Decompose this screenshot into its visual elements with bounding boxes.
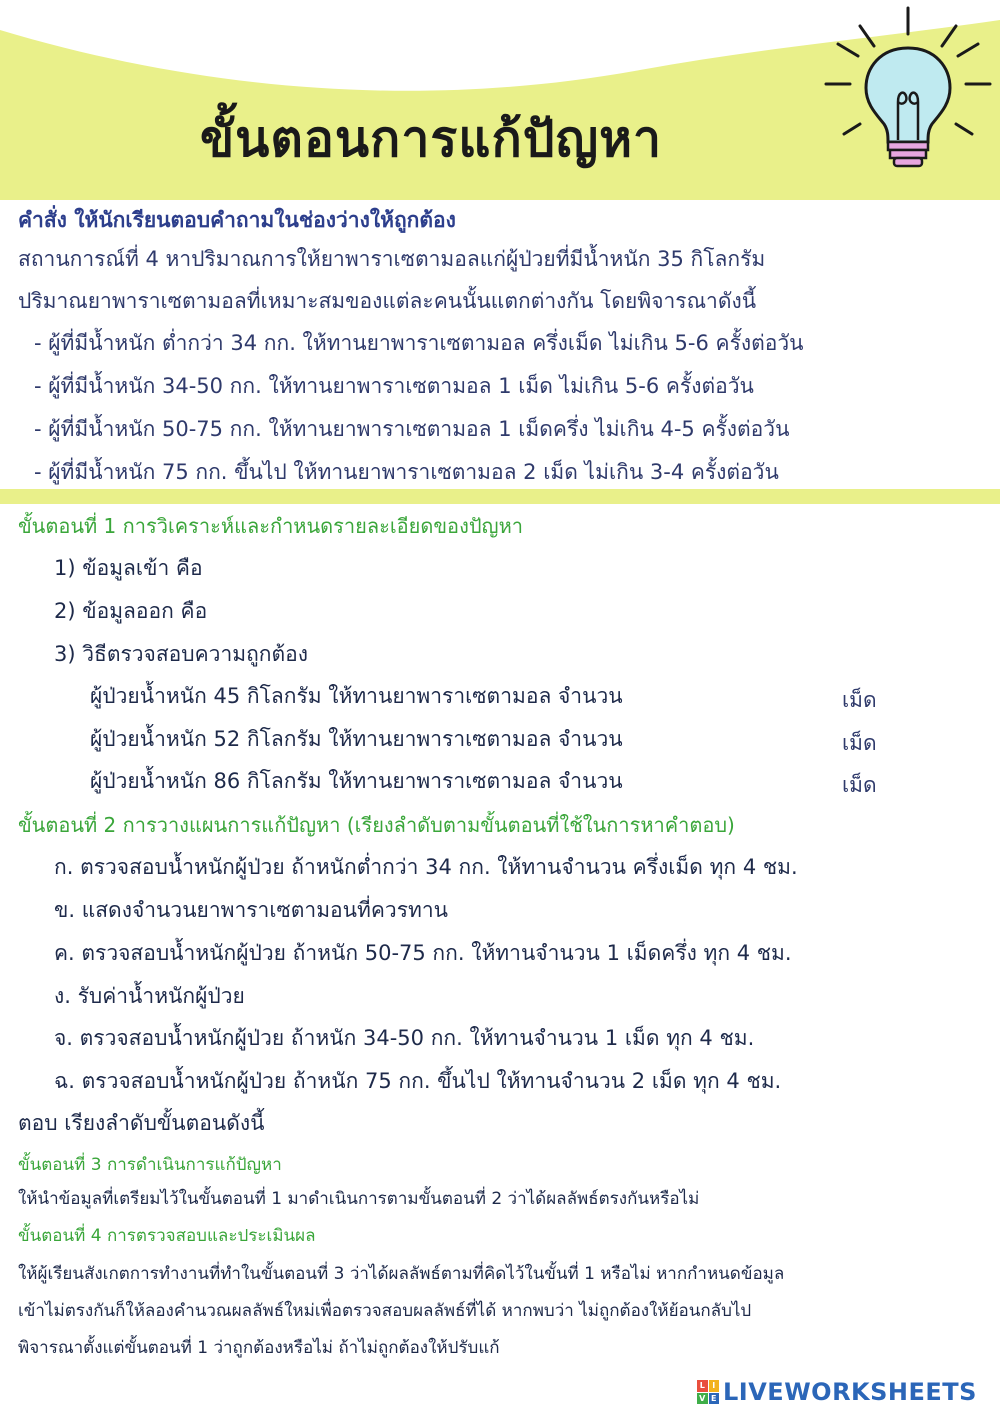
rule-item: - ผู้ที่มีน้ำหนัก 50-75 กก. ให้ทานยาพาราเซตามอล 1 เม็ดครึ่ง ไม่เกิน 4-5 ครั้งต่อวัน	[34, 417, 790, 441]
check-unit: เม็ด	[842, 731, 877, 755]
step2-item: ฉ. ตรวจสอบน้ำหนักผู้ป่วย ถ้าหนัก 75 กก. ขึ้นไป ให้ทานจำนวน 2 เม็ด ทุก 4 ชม.	[54, 1069, 782, 1093]
step2-item: ง. รับค่าน้ำหนักผู้ป่วย	[54, 984, 245, 1008]
liveworksheets-logo	[697, 1378, 977, 1406]
step2-item: จ. ตรวจสอบน้ำหนักผู้ป่วย ถ้าหนัก 34-50 กก. ให้ทานจำนวน 1 เม็ด ทุก 4 ชม.	[54, 1026, 755, 1050]
answer-label: ตอบ เรียงลำดับขั้นตอนดังนี้	[18, 1111, 265, 1135]
check-unit: เม็ด	[842, 688, 877, 712]
check-question: ผู้ป่วยน้ำหนัก 86 กิโลกรัม ให้ทานยาพาราเซตามอล จำนวน	[90, 769, 623, 793]
step4-heading: ขั้นตอนที่ 4 การตรวจสอบและประเมินผล	[18, 1226, 316, 1246]
step4-line: ให้ผู้เรียนสังเกตการทำงานที่ทำในขั้นตอนที่ 3 ว่าได้ผลลัพธ์ตามที่คิดไว้ในขั้นที่ 1 หรือไม่ หากกำหนดข้อมูล	[18, 1264, 785, 1284]
check-question: ผู้ป่วยน้ำหนัก 45 กิโลกรัม ให้ทานยาพาราเซตามอล จำนวน	[90, 684, 623, 708]
step4-line: พิจารณาตั้งแต่ขั้นตอนที่ 1 ว่าถูกต้องหรือไม่ ถ้าไม่ถูกต้องให้ปรับแก้	[18, 1338, 500, 1358]
lightbulb-icon	[818, 4, 998, 184]
step1-item-input: 1) ข้อมูลเข้า คือ	[54, 556, 203, 580]
rule-item: - ผู้ที่มีน้ำหนัก 34-50 กก. ให้ทานยาพาราเซตามอล 1 เม็ด ไม่เกิน 5-6 ครั้งต่อวัน	[34, 374, 754, 398]
scenario-line-1: สถานการณ์ที่ 4 หาปริมาณการให้ยาพาราเซตามอลแก่ผู้ป่วยที่มีน้ำหนัก 35 กิโลกรัม	[18, 247, 766, 271]
check-unit: เม็ด	[842, 773, 877, 797]
step2-item: ก. ตรวจสอบน้ำหนักผู้ป่วย ถ้าหนักต่ำกว่า 34 กก. ให้ทานจำนวน ครึ่งเม็ด ทุก 4 ชม.	[54, 855, 798, 879]
brand-badge-icon: L I V E	[697, 1380, 719, 1404]
step2-heading: ขั้นตอนที่ 2 การวางแผนการแก้ปัญหา (เรียงลำดับตามขั้นตอนที่ใช้ในการหาคำตอบ)	[18, 813, 735, 837]
step4-line: เข้าไม่ตรงกันก็ให้ลองคำนวณผลลัพธ์ใหม่เพื่อตรวจสอบผลลัพธ์ที่ได้ หากพบว่า ไม่ถูกต้องให้ย้อนกลับไป	[18, 1301, 752, 1321]
brand-name: LIVEWORKSHEETS	[723, 1378, 977, 1406]
step3-text: ให้นำข้อมูลที่เตรียมไว้ในขั้นตอนที่ 1 มาดำเนินการตามขั้นตอนที่ 2 ว่าได้ผลลัพธ์ตรงกันหรือไม่	[18, 1189, 700, 1209]
step1-heading: ขั้นตอนที่ 1 การวิเคราะห์และกำหนดรายละเอียดของปัญหา	[18, 514, 523, 538]
rule-item: - ผู้ที่มีน้ำหนัก ต่ำกว่า 34 กก. ให้ทานยาพาราเซตามอล ครึ่งเม็ด ไม่เกิน 5-6 ครั้งต่อวัน	[34, 331, 804, 355]
page-title: ขั้นตอนการแก้ปัญหา	[200, 110, 663, 168]
scenario-line-2: ปริมาณยาพาราเซตามอลที่เหมาะสมของแต่ละคนนั้นแตกต่างกัน โดยพิจารณาดังนี้	[18, 289, 757, 313]
step2-item: ค. ตรวจสอบน้ำหนักผู้ป่วย ถ้าหนัก 50-75 กก. ให้ทานจำนวน 1 เม็ดครึ่ง ทุก 4 ชม.	[54, 941, 792, 965]
instruction-text: คำสั่ง ให้นักเรียนตอบคำถามในช่องว่างให้ถูกต้อง	[18, 208, 456, 232]
rule-item: - ผู้ที่มีน้ำหนัก 75 กก. ขึ้นไป ให้ทานยาพาราเซตามอล 2 เม็ด ไม่เกิน 3-4 ครั้งต่อวัน	[34, 460, 779, 484]
step1-item-verify: 3) วิธีตรวจสอบความถูกต้อง	[54, 642, 309, 666]
top-divider-band	[0, 183, 1000, 198]
step1-item-output: 2) ข้อมูลออก คือ	[54, 599, 208, 623]
step3-heading: ขั้นตอนที่ 3 การดำเนินการแก้ปัญหา	[18, 1155, 282, 1175]
check-question: ผู้ป่วยน้ำหนัก 52 กิโลกรัม ให้ทานยาพาราเซตามอล จำนวน	[90, 727, 623, 751]
middle-divider-band	[0, 489, 1000, 504]
step2-item: ข. แสดงจำนวนยาพาราเซตามอนที่ควรทาน	[54, 898, 448, 922]
